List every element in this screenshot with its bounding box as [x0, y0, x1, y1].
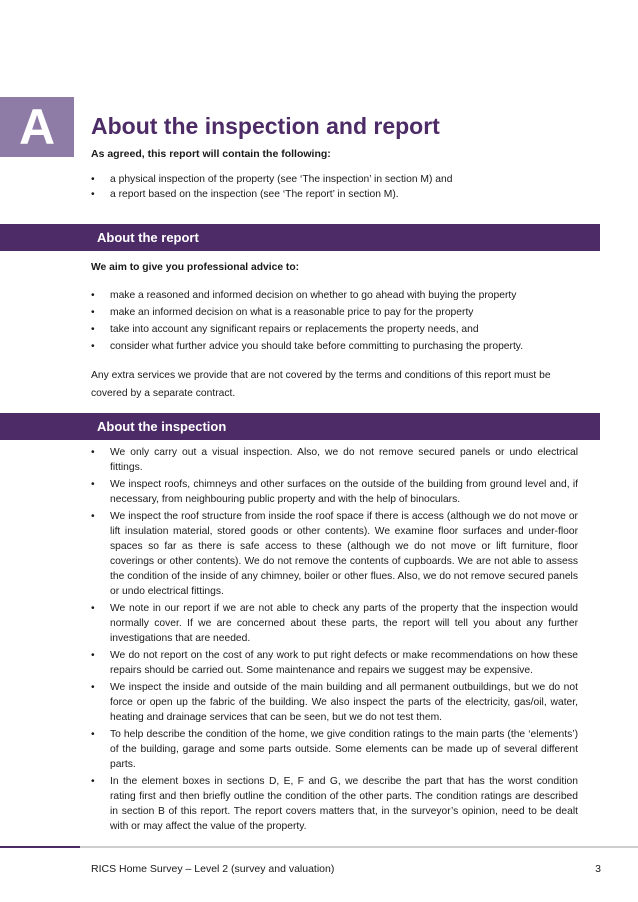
- list-item: • make a reasoned and informed decision on whether to go ahead with buying the property: [91, 288, 578, 303]
- section-letter-badge: A: [0, 97, 74, 157]
- footer-rule-accent: [0, 846, 80, 848]
- list-item: • We inspect the roof structure from inside the roof space if there is access (although we do not move or lift insulation material, stored goods or other contents). We examine floor surfaces and under-floor spaces so far as there is safe access to these (although we do not move or lift furniture, floor coverings or other contents). We do not remove the contents of cupboards. We are not able to assess the condition of the inside of any chimney, boiler or other flues. Also, we do not remove secured panels or undo electrical fittings.: [91, 509, 578, 599]
- page-number: 3: [595, 863, 601, 875]
- agreed-contents-list: [91, 172, 578, 202]
- inspection-heading-band: [0, 413, 600, 440]
- section-intro: As agreed, this report will contain the following:: [91, 148, 331, 160]
- list-item: • take into account any significant repairs or replacements the property needs, and: [91, 322, 578, 337]
- list-item: • We inspect roofs, chimneys and other surfaces on the outside of the building from ground level and, if necessary, from neighbouring public property and with the help of binoculars.: [91, 477, 578, 507]
- list-item: • To help describe the condition of the home, we give condition ratings to the main parts (the ‘elements’) of the building, garage and some parts outside. Some elements can be made up of several different parts.: [91, 727, 578, 772]
- list-item: • consider what further advice you should take before committing to purchasing the property.: [91, 339, 578, 354]
- inspection-heading: About the inspection: [97, 419, 227, 434]
- list-item: • We do not report on the cost of any work to put right defects or make recommendations on how these repairs should be carried out. Some maintenance and repairs we suggest may be expensive.: [91, 648, 578, 678]
- report-lead: We aim to give you professional advice to:: [91, 262, 300, 273]
- footer-title: RICS Home Survey – Level 2 (survey and valuation): [91, 863, 335, 875]
- list-item: • We note in our report if we are not able to check any parts of the property that the inspection would normally cover. If we are concerned about these parts, the report will tell you about any further investigations that are needed.: [91, 601, 578, 646]
- report-heading: About the report: [97, 230, 199, 245]
- list-item: • a report based on the inspection (see ‘The report’ in section M).: [91, 187, 578, 202]
- list-item: • a physical inspection of the property (see ‘The inspection’ in section M) and: [91, 172, 578, 187]
- report-heading-band: [0, 224, 600, 251]
- list-item: • make an informed decision on what is a reasonable price to pay for the property: [91, 305, 578, 320]
- list-item: • We inspect the inside and outside of the main building and all permanent outbuildings, but we do not force or open up the fabric of the building. We also inspect the parts of the electricity, gas/oil, water, heating and drainage services that can be seen, but we do not test them.: [91, 680, 578, 725]
- inspection-list: [91, 445, 578, 834]
- list-item: • We only carry out a visual inspection. Also, we do not remove secured panels or undo electrical fittings.: [91, 445, 578, 475]
- report-aims-list: [91, 288, 578, 354]
- list-item: • In the element boxes in sections D, E, F and G, we describe the part that has the worst condition rating first and then briefly outline the condition of the other parts. The condition ratings are described in section B of this report. The report covers matters that, in the surveyor’s opinion, need to be dealt with or may affect the value of the property.: [91, 774, 578, 834]
- report-note: Any extra services we provide that are not covered by the terms and conditions of this report must be covered by a separate contract.: [91, 370, 551, 399]
- page-title: About the inspection and report: [91, 113, 440, 139]
- footer-rule: [80, 846, 638, 848]
